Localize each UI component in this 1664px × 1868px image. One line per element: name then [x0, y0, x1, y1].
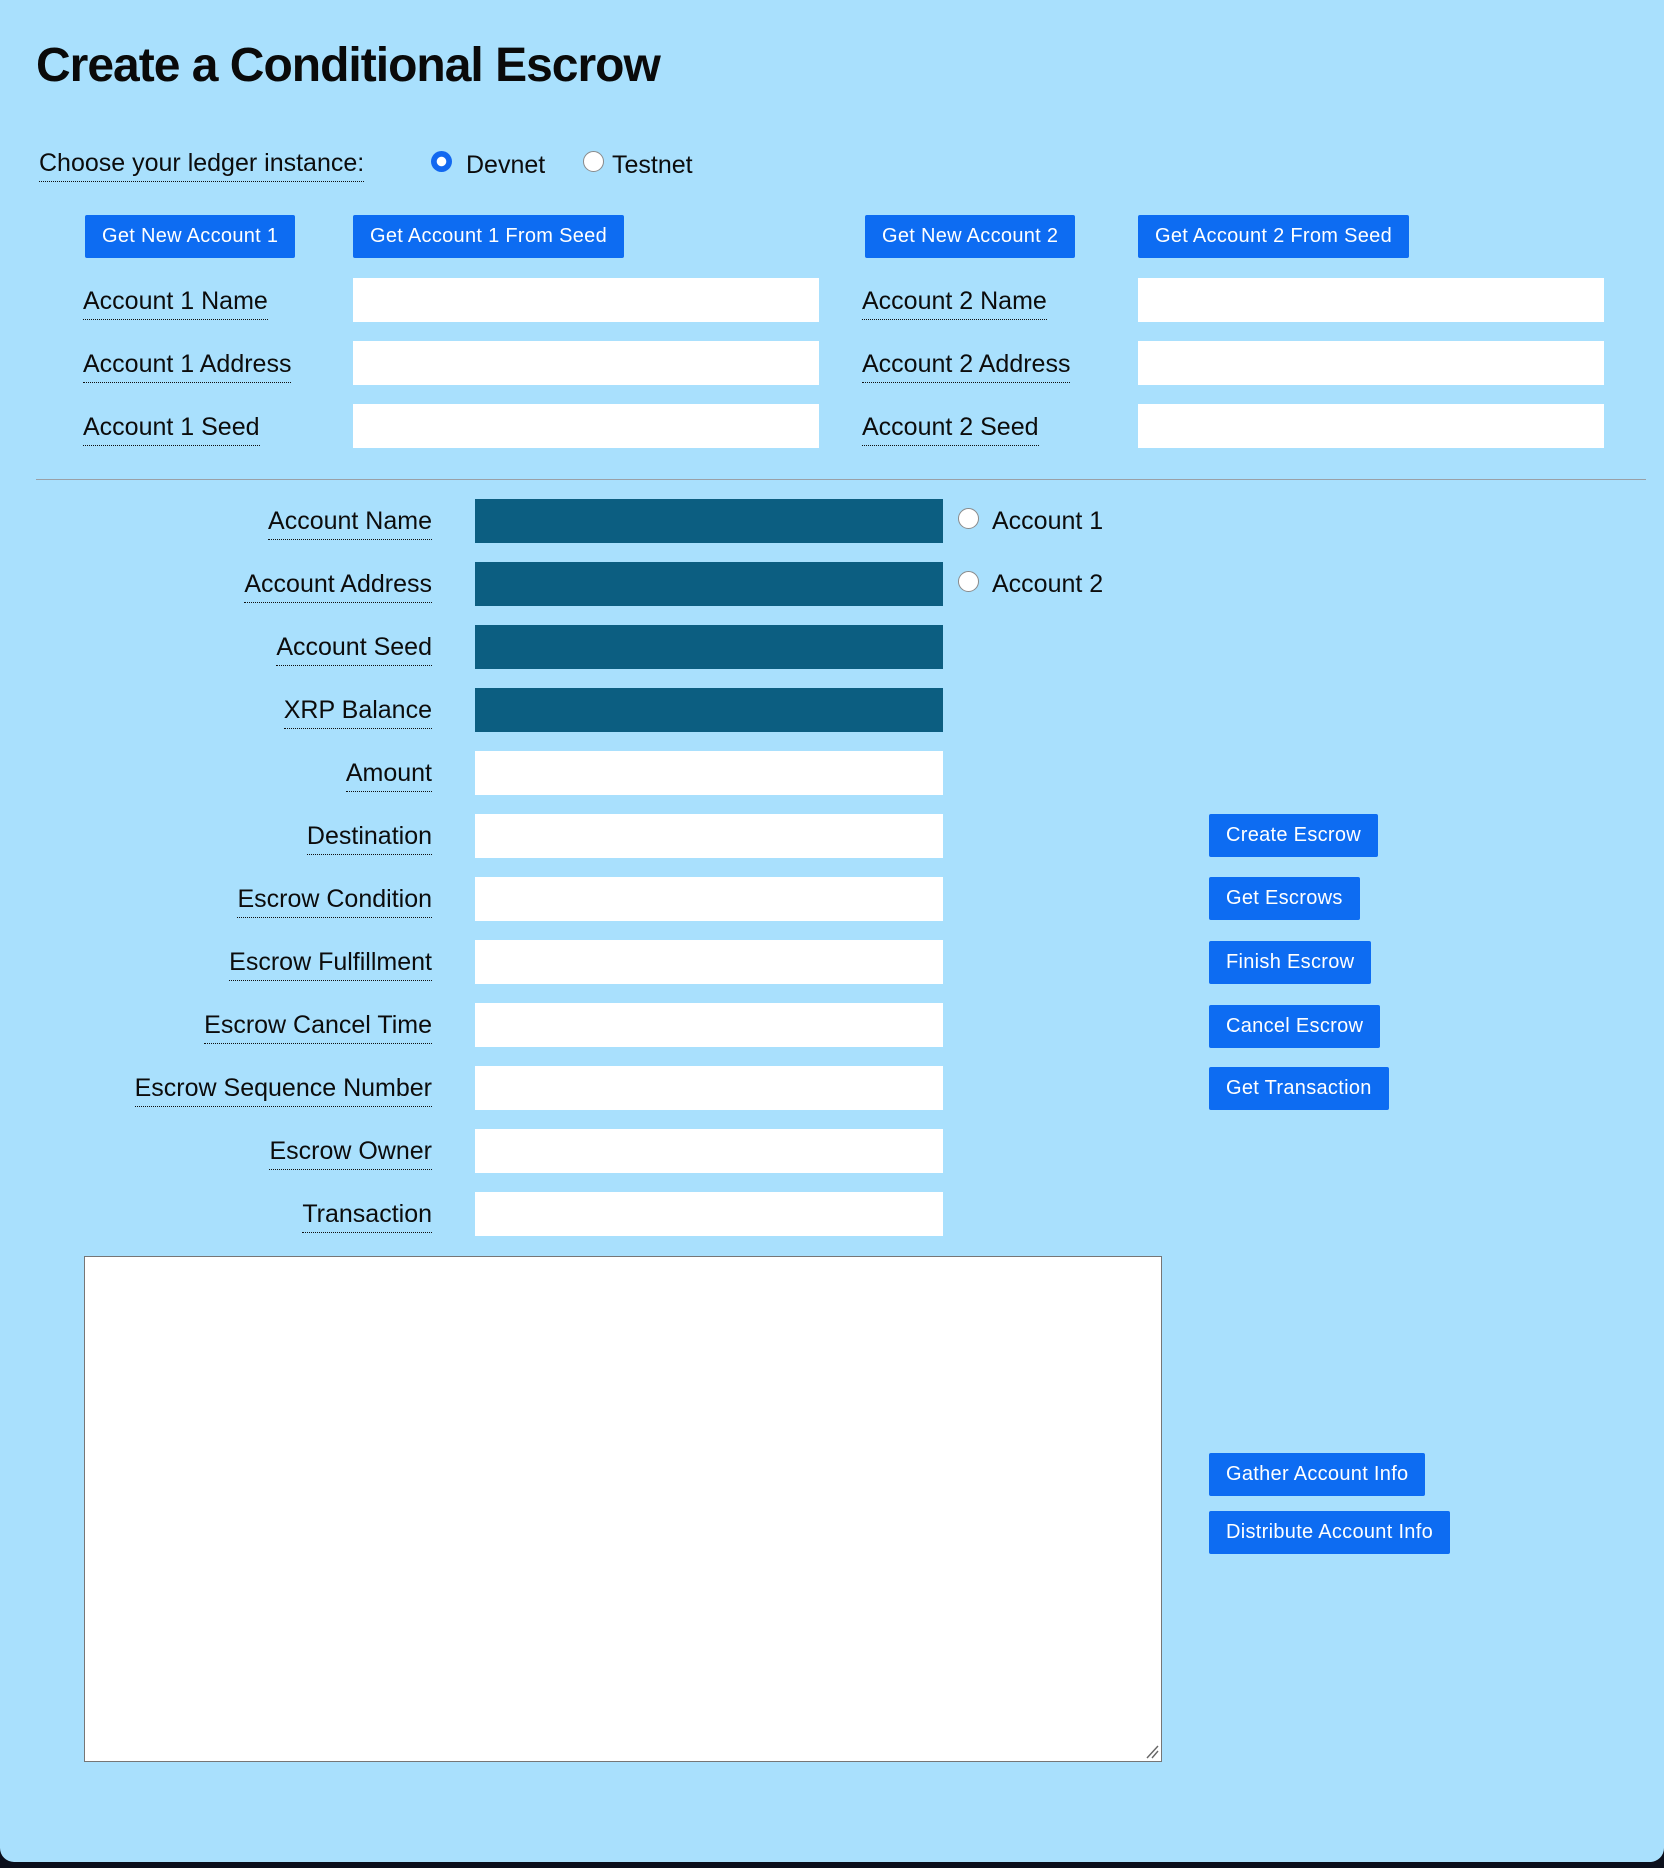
- results-textarea[interactable]: [84, 1256, 1162, 1762]
- get-transaction-button[interactable]: Get Transaction: [1209, 1067, 1389, 1110]
- devnet-radio-label: Devnet: [466, 151, 546, 179]
- transaction-label: Transaction: [40, 1201, 432, 1233]
- distribute-account-info-button[interactable]: Distribute Account Info: [1209, 1511, 1450, 1554]
- amount-label: Amount: [40, 760, 432, 792]
- escrow-condition-input[interactable]: [475, 877, 943, 921]
- account2-name-input[interactable]: [1138, 278, 1604, 322]
- account-address-field: [475, 562, 943, 606]
- account2-address-label: Account 2 Address: [862, 351, 1070, 383]
- escrow-fulfillment-label: Escrow Fulfillment: [40, 949, 432, 981]
- section-divider: [36, 479, 1646, 480]
- escrow-owner-label: Escrow Owner: [40, 1138, 432, 1170]
- get-escrows-button[interactable]: Get Escrows: [1209, 877, 1360, 920]
- amount-input[interactable]: [475, 751, 943, 795]
- cancel-escrow-button[interactable]: Cancel Escrow: [1209, 1005, 1380, 1048]
- get-account1-from-seed-button[interactable]: Get Account 1 From Seed: [353, 215, 624, 258]
- account2-radio[interactable]: [958, 571, 979, 592]
- finish-escrow-button[interactable]: Finish Escrow: [1209, 941, 1371, 984]
- account-name-label: Account Name: [40, 508, 432, 540]
- get-new-account1-button[interactable]: Get New Account 1: [85, 215, 295, 258]
- ledger-instance-label: Choose your ledger instance:: [39, 150, 364, 182]
- testnet-radio-label: Testnet: [612, 151, 693, 179]
- account1-address-input[interactable]: [353, 341, 819, 385]
- escrow-condition-label: Escrow Condition: [40, 886, 432, 918]
- account1-name-label: Account 1 Name: [83, 288, 268, 320]
- get-new-account2-button[interactable]: Get New Account 2: [865, 215, 1075, 258]
- destination-label: Destination: [40, 823, 432, 855]
- gather-account-info-button[interactable]: Gather Account Info: [1209, 1453, 1425, 1496]
- account1-seed-input[interactable]: [353, 404, 819, 448]
- testnet-radio[interactable]: [583, 151, 604, 172]
- account-address-label: Account Address: [40, 571, 432, 603]
- create-escrow-button[interactable]: Create Escrow: [1209, 814, 1378, 857]
- account-seed-field: [475, 625, 943, 669]
- account-seed-label: Account Seed: [40, 634, 432, 666]
- get-account2-from-seed-button[interactable]: Get Account 2 From Seed: [1138, 215, 1409, 258]
- escrow-cancel-time-label: Escrow Cancel Time: [40, 1012, 432, 1044]
- account2-name-label: Account 2 Name: [862, 288, 1047, 320]
- destination-input[interactable]: [475, 814, 943, 858]
- page-title: Create a Conditional Escrow: [36, 39, 660, 92]
- escrow-sequence-number-input[interactable]: [475, 1066, 943, 1110]
- escrow-owner-input[interactable]: [475, 1129, 943, 1173]
- account1-seed-label: Account 1 Seed: [83, 414, 260, 446]
- account1-radio[interactable]: [958, 508, 979, 529]
- account2-radio-label: Account 2: [992, 570, 1104, 598]
- account-name-field: [475, 499, 943, 543]
- escrow-cancel-time-input[interactable]: [475, 1003, 943, 1047]
- account2-seed-input[interactable]: [1138, 404, 1604, 448]
- escrow-sequence-number-label: Escrow Sequence Number: [40, 1075, 432, 1107]
- textarea-resize-grip[interactable]: [1144, 1742, 1160, 1760]
- account1-radio-label: Account 1: [992, 507, 1104, 535]
- account1-address-label: Account 1 Address: [83, 351, 291, 383]
- account2-seed-label: Account 2 Seed: [862, 414, 1039, 446]
- devnet-radio[interactable]: [431, 151, 452, 172]
- xrp-balance-label: XRP Balance: [40, 697, 432, 729]
- escrow-fulfillment-input[interactable]: [475, 940, 943, 984]
- account2-address-input[interactable]: [1138, 341, 1604, 385]
- transaction-input[interactable]: [475, 1192, 943, 1236]
- xrp-balance-field: [475, 688, 943, 732]
- account1-name-input[interactable]: [353, 278, 819, 322]
